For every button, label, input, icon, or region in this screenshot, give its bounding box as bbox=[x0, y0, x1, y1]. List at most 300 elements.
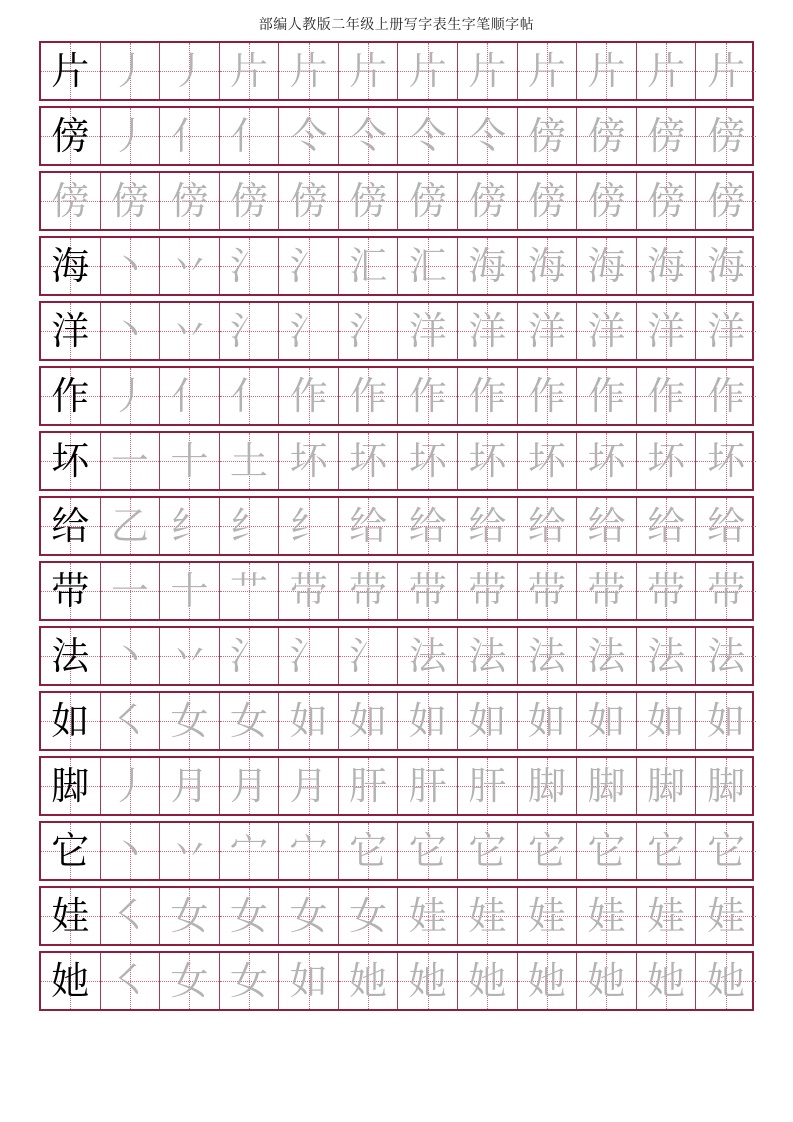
stroke-order-cell bbox=[279, 758, 339, 814]
stroke-step-character: 坏 bbox=[587, 439, 626, 483]
stroke-order-cell bbox=[458, 303, 518, 359]
stroke-step-character: 带 bbox=[587, 569, 626, 613]
model-character: 给 bbox=[51, 504, 90, 548]
stroke-order-cell bbox=[696, 628, 756, 684]
stroke-order-cell bbox=[160, 758, 220, 814]
stroke-step-character: 作 bbox=[289, 374, 328, 418]
stroke-order-cell bbox=[101, 693, 161, 749]
stroke-order-cell bbox=[398, 563, 458, 619]
practice-row bbox=[39, 821, 754, 881]
stroke-order-cell bbox=[101, 563, 161, 619]
model-character: 海 bbox=[51, 244, 90, 288]
stroke-order-cell bbox=[518, 693, 578, 749]
stroke-order-cell bbox=[398, 43, 458, 99]
stroke-step-character: 艹 bbox=[230, 569, 269, 613]
stroke-order-cell bbox=[339, 823, 399, 879]
stroke-step-character: 傍 bbox=[527, 114, 566, 158]
model-character-cell bbox=[41, 628, 101, 684]
stroke-order-cell bbox=[160, 693, 220, 749]
stroke-step-character: 傍 bbox=[707, 179, 746, 223]
stroke-step-character: 十 bbox=[170, 439, 209, 483]
stroke-step-character: 傍 bbox=[230, 179, 269, 223]
stroke-step-character: 氵 bbox=[289, 309, 328, 353]
stroke-step-character: 洋 bbox=[468, 309, 507, 353]
practice-row bbox=[39, 561, 754, 621]
stroke-step-character: 坏 bbox=[527, 439, 566, 483]
stroke-order-cell bbox=[637, 43, 697, 99]
stroke-step-character: 带 bbox=[468, 569, 507, 613]
stroke-order-cell bbox=[220, 433, 280, 489]
stroke-order-cell bbox=[339, 888, 399, 944]
stroke-order-cell bbox=[279, 563, 339, 619]
stroke-step-character: 傍 bbox=[647, 114, 686, 158]
stroke-step-character: 她 bbox=[349, 959, 388, 1003]
stroke-step-character: 她 bbox=[408, 959, 447, 1003]
stroke-step-character: 她 bbox=[468, 959, 507, 1003]
model-character: 片 bbox=[51, 49, 90, 93]
stroke-step-character: 给 bbox=[527, 504, 566, 548]
stroke-step-character: 给 bbox=[408, 504, 447, 548]
stroke-step-character: 女 bbox=[289, 894, 328, 938]
stroke-step-character: 片 bbox=[349, 49, 388, 93]
stroke-step-character: 如 bbox=[289, 699, 328, 743]
stroke-order-cell bbox=[518, 173, 578, 229]
stroke-order-cell bbox=[518, 238, 578, 294]
stroke-order-cell bbox=[398, 173, 458, 229]
stroke-order-cell bbox=[458, 628, 518, 684]
stroke-step-character: 氵 bbox=[230, 309, 269, 353]
stroke-step-character: 它 bbox=[707, 829, 746, 873]
practice-row bbox=[39, 171, 754, 231]
stroke-step-character: 傍 bbox=[349, 179, 388, 223]
stroke-step-character: 洋 bbox=[647, 309, 686, 353]
stroke-step-character: 傍 bbox=[51, 179, 90, 223]
stroke-step-character: 洋 bbox=[587, 309, 626, 353]
stroke-step-character: 法 bbox=[468, 634, 507, 678]
stroke-step-character: 亻 bbox=[170, 374, 209, 418]
stroke-step-character: 仒 bbox=[289, 114, 328, 158]
stroke-step-character: 它 bbox=[647, 829, 686, 873]
model-character-cell bbox=[41, 433, 101, 489]
stroke-step-character: 傍 bbox=[170, 179, 209, 223]
stroke-order-cell bbox=[577, 758, 637, 814]
stroke-order-cell bbox=[101, 303, 161, 359]
stroke-order-cell bbox=[220, 303, 280, 359]
stroke-step-character: 娃 bbox=[408, 894, 447, 938]
stroke-step-character: 坏 bbox=[707, 439, 746, 483]
stroke-order-cell bbox=[279, 303, 339, 359]
stroke-step-character: 法 bbox=[647, 634, 686, 678]
stroke-step-character: 亻 bbox=[230, 374, 269, 418]
stroke-order-cell bbox=[458, 43, 518, 99]
stroke-order-cell bbox=[160, 368, 220, 424]
stroke-order-cell bbox=[339, 563, 399, 619]
stroke-order-cell bbox=[279, 108, 339, 164]
stroke-order-cell bbox=[279, 693, 339, 749]
stroke-step-character: 丶 bbox=[110, 244, 149, 288]
stroke-order-cell bbox=[518, 303, 578, 359]
stroke-step-character: 片 bbox=[468, 49, 507, 93]
stroke-order-cell bbox=[160, 563, 220, 619]
model-character-cell bbox=[41, 368, 101, 424]
stroke-order-cell bbox=[637, 303, 697, 359]
stroke-order-cell bbox=[220, 238, 280, 294]
practice-row bbox=[39, 366, 754, 426]
stroke-order-cell bbox=[577, 628, 637, 684]
stroke-step-character: 傍 bbox=[468, 179, 507, 223]
stroke-order-cell bbox=[101, 43, 161, 99]
stroke-step-character: 如 bbox=[587, 699, 626, 743]
model-character: 如 bbox=[51, 699, 90, 743]
stroke-step-character: 洋 bbox=[527, 309, 566, 353]
stroke-order-cell bbox=[339, 433, 399, 489]
model-character: 她 bbox=[51, 959, 90, 1003]
stroke-order-cell bbox=[220, 173, 280, 229]
stroke-order-cell bbox=[279, 43, 339, 99]
stroke-step-character: 它 bbox=[349, 829, 388, 873]
stroke-order-cell bbox=[101, 628, 161, 684]
stroke-step-character: 坏 bbox=[349, 439, 388, 483]
stroke-order-cell bbox=[637, 563, 697, 619]
stroke-order-cell bbox=[577, 368, 637, 424]
stroke-step-character: 氵 bbox=[349, 634, 388, 678]
stroke-step-character: 丿 bbox=[170, 49, 209, 93]
stroke-step-character: 作 bbox=[527, 374, 566, 418]
stroke-step-character: 法 bbox=[707, 634, 746, 678]
stroke-step-character: 女 bbox=[170, 894, 209, 938]
stroke-order-cell bbox=[398, 758, 458, 814]
stroke-order-cell bbox=[577, 433, 637, 489]
stroke-step-character: 傍 bbox=[110, 179, 149, 223]
stroke-step-character: 娃 bbox=[468, 894, 507, 938]
stroke-order-cell bbox=[398, 693, 458, 749]
stroke-order-cell bbox=[696, 303, 756, 359]
stroke-step-character: 片 bbox=[647, 49, 686, 93]
model-character-cell bbox=[41, 563, 101, 619]
stroke-step-character: 带 bbox=[647, 569, 686, 613]
stroke-step-character: 氵 bbox=[230, 634, 269, 678]
stroke-step-character: 一 bbox=[110, 439, 149, 483]
stroke-order-cell bbox=[518, 433, 578, 489]
stroke-order-cell bbox=[220, 758, 280, 814]
stroke-step-character: 傍 bbox=[527, 179, 566, 223]
stroke-step-character: 如 bbox=[349, 699, 388, 743]
stroke-order-cell bbox=[339, 173, 399, 229]
practice-row bbox=[39, 431, 754, 491]
model-character-cell bbox=[41, 888, 101, 944]
stroke-order-cell bbox=[458, 498, 518, 554]
stroke-order-cell bbox=[398, 628, 458, 684]
stroke-order-cell bbox=[101, 173, 161, 229]
stroke-order-cell bbox=[398, 368, 458, 424]
stroke-step-character: 法 bbox=[527, 634, 566, 678]
stroke-step-character: 坏 bbox=[647, 439, 686, 483]
stroke-step-character: 海 bbox=[707, 244, 746, 288]
stroke-step-character: 给 bbox=[468, 504, 507, 548]
stroke-step-character: 带 bbox=[349, 569, 388, 613]
stroke-step-character: 傍 bbox=[408, 179, 447, 223]
stroke-order-cell bbox=[518, 758, 578, 814]
stroke-step-character: 作 bbox=[647, 374, 686, 418]
stroke-step-character: ㇛ bbox=[110, 894, 149, 938]
stroke-order-cell bbox=[458, 823, 518, 879]
stroke-order-cell bbox=[577, 693, 637, 749]
stroke-order-cell bbox=[101, 823, 161, 879]
stroke-step-character: 她 bbox=[707, 959, 746, 1003]
stroke-order-cell bbox=[101, 888, 161, 944]
stroke-order-cell bbox=[101, 368, 161, 424]
stroke-step-character: 海 bbox=[527, 244, 566, 288]
stroke-order-cell bbox=[637, 498, 697, 554]
stroke-step-character: 作 bbox=[349, 374, 388, 418]
model-character-cell bbox=[41, 43, 101, 99]
stroke-step-character: 脚 bbox=[707, 764, 746, 808]
practice-row bbox=[39, 951, 754, 1011]
stroke-step-character: 氵 bbox=[289, 244, 328, 288]
stroke-step-character: 丷 bbox=[170, 634, 209, 678]
stroke-step-character: 它 bbox=[408, 829, 447, 873]
stroke-step-character: 如 bbox=[647, 699, 686, 743]
stroke-order-cell bbox=[518, 628, 578, 684]
stroke-order-cell bbox=[279, 823, 339, 879]
model-character: 它 bbox=[51, 829, 90, 873]
stroke-step-character: 肝 bbox=[468, 764, 507, 808]
stroke-step-character: 带 bbox=[527, 569, 566, 613]
stroke-order-cell bbox=[696, 433, 756, 489]
stroke-order-cell bbox=[160, 173, 220, 229]
stroke-order-cell bbox=[279, 498, 339, 554]
model-character-cell bbox=[41, 953, 101, 1009]
stroke-step-character: 傍 bbox=[587, 179, 626, 223]
stroke-order-cell bbox=[160, 628, 220, 684]
stroke-step-character: 丿 bbox=[110, 764, 149, 808]
practice-row bbox=[39, 41, 754, 101]
stroke-step-character: 坏 bbox=[408, 439, 447, 483]
stroke-order-cell bbox=[637, 173, 697, 229]
practice-row bbox=[39, 301, 754, 361]
stroke-order-cell bbox=[637, 238, 697, 294]
stroke-step-character: 肝 bbox=[408, 764, 447, 808]
stroke-order-cell bbox=[160, 498, 220, 554]
practice-row bbox=[39, 756, 754, 816]
stroke-step-character: 作 bbox=[707, 374, 746, 418]
model-character: 脚 bbox=[51, 764, 90, 808]
stroke-step-character: 坏 bbox=[468, 439, 507, 483]
stroke-order-cell bbox=[637, 823, 697, 879]
stroke-step-character: 氵 bbox=[230, 244, 269, 288]
stroke-order-cell bbox=[696, 563, 756, 619]
stroke-step-character: 带 bbox=[408, 569, 447, 613]
stroke-step-character: 如 bbox=[707, 699, 746, 743]
stroke-order-cell bbox=[220, 953, 280, 1009]
stroke-order-cell bbox=[458, 238, 518, 294]
stroke-order-cell bbox=[279, 888, 339, 944]
stroke-order-cell bbox=[577, 953, 637, 1009]
stroke-step-character: 给 bbox=[707, 504, 746, 548]
stroke-order-cell bbox=[696, 368, 756, 424]
stroke-step-character: 洋 bbox=[408, 309, 447, 353]
stroke-step-character: 汇 bbox=[408, 244, 447, 288]
stroke-order-cell bbox=[577, 498, 637, 554]
stroke-step-character: 娃 bbox=[527, 894, 566, 938]
stroke-order-cell bbox=[696, 953, 756, 1009]
stroke-order-cell bbox=[220, 628, 280, 684]
practice-row bbox=[39, 106, 754, 166]
stroke-order-cell bbox=[458, 563, 518, 619]
stroke-step-character: ㇛ bbox=[110, 959, 149, 1003]
stroke-order-cell bbox=[458, 758, 518, 814]
stroke-order-cell bbox=[220, 888, 280, 944]
stroke-step-character: 她 bbox=[647, 959, 686, 1003]
stroke-order-cell bbox=[637, 693, 697, 749]
stroke-order-cell bbox=[339, 303, 399, 359]
model-character: 坏 bbox=[51, 439, 90, 483]
practice-grid bbox=[39, 41, 754, 1016]
model-character-cell bbox=[41, 303, 101, 359]
stroke-order-cell bbox=[160, 953, 220, 1009]
model-character: 娃 bbox=[51, 894, 90, 938]
stroke-order-cell bbox=[577, 888, 637, 944]
stroke-step-character: ㇛ bbox=[110, 699, 149, 743]
stroke-step-character: 娃 bbox=[647, 894, 686, 938]
stroke-step-character: 娃 bbox=[587, 894, 626, 938]
stroke-order-cell bbox=[160, 303, 220, 359]
stroke-step-character: 女 bbox=[170, 959, 209, 1003]
stroke-step-character: 傍 bbox=[707, 114, 746, 158]
stroke-step-character: 法 bbox=[408, 634, 447, 678]
stroke-step-character: 丷 bbox=[170, 829, 209, 873]
stroke-step-character: 给 bbox=[587, 504, 626, 548]
stroke-order-cell bbox=[101, 238, 161, 294]
stroke-order-cell bbox=[279, 433, 339, 489]
stroke-order-cell bbox=[637, 888, 697, 944]
practice-row bbox=[39, 236, 754, 296]
stroke-order-cell bbox=[637, 368, 697, 424]
stroke-step-character: 女 bbox=[230, 894, 269, 938]
stroke-step-character: 丿 bbox=[110, 114, 149, 158]
stroke-order-cell bbox=[696, 823, 756, 879]
stroke-order-cell bbox=[577, 173, 637, 229]
stroke-order-cell bbox=[696, 888, 756, 944]
stroke-order-cell bbox=[339, 693, 399, 749]
stroke-step-character: 海 bbox=[468, 244, 507, 288]
stroke-order-cell bbox=[398, 823, 458, 879]
stroke-step-character: 海 bbox=[587, 244, 626, 288]
stroke-step-character: 肝 bbox=[349, 764, 388, 808]
stroke-order-cell bbox=[101, 108, 161, 164]
stroke-order-cell bbox=[577, 823, 637, 879]
stroke-step-character: 作 bbox=[587, 374, 626, 418]
stroke-step-character: 丶 bbox=[110, 309, 149, 353]
practice-row bbox=[39, 496, 754, 556]
stroke-step-character: 汇 bbox=[349, 244, 388, 288]
stroke-order-cell bbox=[279, 173, 339, 229]
stroke-step-character: 傍 bbox=[587, 114, 626, 158]
stroke-step-character: 作 bbox=[468, 374, 507, 418]
model-character-cell bbox=[41, 238, 101, 294]
stroke-step-character: 傍 bbox=[289, 179, 328, 223]
stroke-order-cell bbox=[220, 498, 280, 554]
stroke-step-character: 片 bbox=[707, 49, 746, 93]
stroke-order-cell bbox=[518, 888, 578, 944]
stroke-order-cell bbox=[398, 953, 458, 1009]
stroke-order-cell bbox=[577, 303, 637, 359]
stroke-order-cell bbox=[160, 888, 220, 944]
stroke-order-cell bbox=[101, 433, 161, 489]
stroke-step-character: 法 bbox=[587, 634, 626, 678]
stroke-step-character: 脚 bbox=[647, 764, 686, 808]
stroke-order-cell bbox=[220, 368, 280, 424]
stroke-step-character: 丿 bbox=[110, 374, 149, 418]
stroke-step-character: 纟 bbox=[230, 504, 269, 548]
stroke-step-character: 它 bbox=[527, 829, 566, 873]
stroke-order-cell bbox=[220, 563, 280, 619]
stroke-order-cell bbox=[279, 238, 339, 294]
stroke-step-character: 丶 bbox=[110, 829, 149, 873]
stroke-order-cell bbox=[339, 108, 399, 164]
stroke-step-character: 脚 bbox=[527, 764, 566, 808]
stroke-step-character: 纟 bbox=[170, 504, 209, 548]
stroke-step-character: 作 bbox=[408, 374, 447, 418]
stroke-step-character: 丷 bbox=[170, 309, 209, 353]
model-character-cell bbox=[41, 498, 101, 554]
stroke-order-cell bbox=[458, 108, 518, 164]
stroke-order-cell bbox=[339, 368, 399, 424]
stroke-order-cell bbox=[637, 953, 697, 1009]
stroke-order-cell bbox=[101, 953, 161, 1009]
stroke-step-character: 女 bbox=[230, 699, 269, 743]
stroke-order-cell bbox=[518, 498, 578, 554]
stroke-order-cell bbox=[696, 238, 756, 294]
stroke-step-character: 傍 bbox=[647, 179, 686, 223]
stroke-order-cell bbox=[398, 108, 458, 164]
stroke-order-cell bbox=[696, 693, 756, 749]
stroke-order-cell bbox=[398, 498, 458, 554]
stroke-order-cell bbox=[398, 238, 458, 294]
stroke-step-character: 土 bbox=[230, 439, 269, 483]
model-character-cell bbox=[41, 108, 101, 164]
model-character: 傍 bbox=[51, 114, 90, 158]
stroke-order-cell bbox=[696, 173, 756, 229]
stroke-order-cell bbox=[339, 758, 399, 814]
stroke-step-character: 洋 bbox=[707, 309, 746, 353]
stroke-order-cell bbox=[279, 628, 339, 684]
stroke-order-cell bbox=[637, 433, 697, 489]
stroke-order-cell bbox=[637, 758, 697, 814]
stroke-step-character: 脚 bbox=[587, 764, 626, 808]
stroke-step-character: 女 bbox=[230, 959, 269, 1003]
stroke-step-character: 给 bbox=[349, 504, 388, 548]
stroke-order-cell bbox=[160, 433, 220, 489]
stroke-step-character: 坏 bbox=[289, 439, 328, 483]
stroke-order-cell bbox=[518, 563, 578, 619]
practice-row bbox=[39, 886, 754, 946]
stroke-order-cell bbox=[160, 43, 220, 99]
stroke-order-cell bbox=[398, 303, 458, 359]
stroke-step-character: 海 bbox=[647, 244, 686, 288]
stroke-order-cell bbox=[518, 823, 578, 879]
stroke-order-cell bbox=[696, 108, 756, 164]
model-character: 带 bbox=[51, 569, 90, 613]
model-character: 法 bbox=[51, 634, 90, 678]
stroke-order-cell bbox=[577, 108, 637, 164]
stroke-order-cell bbox=[279, 953, 339, 1009]
stroke-step-character: 带 bbox=[289, 569, 328, 613]
stroke-order-cell bbox=[696, 498, 756, 554]
practice-row bbox=[39, 691, 754, 751]
stroke-order-cell bbox=[160, 823, 220, 879]
stroke-step-character: 丷 bbox=[170, 244, 209, 288]
